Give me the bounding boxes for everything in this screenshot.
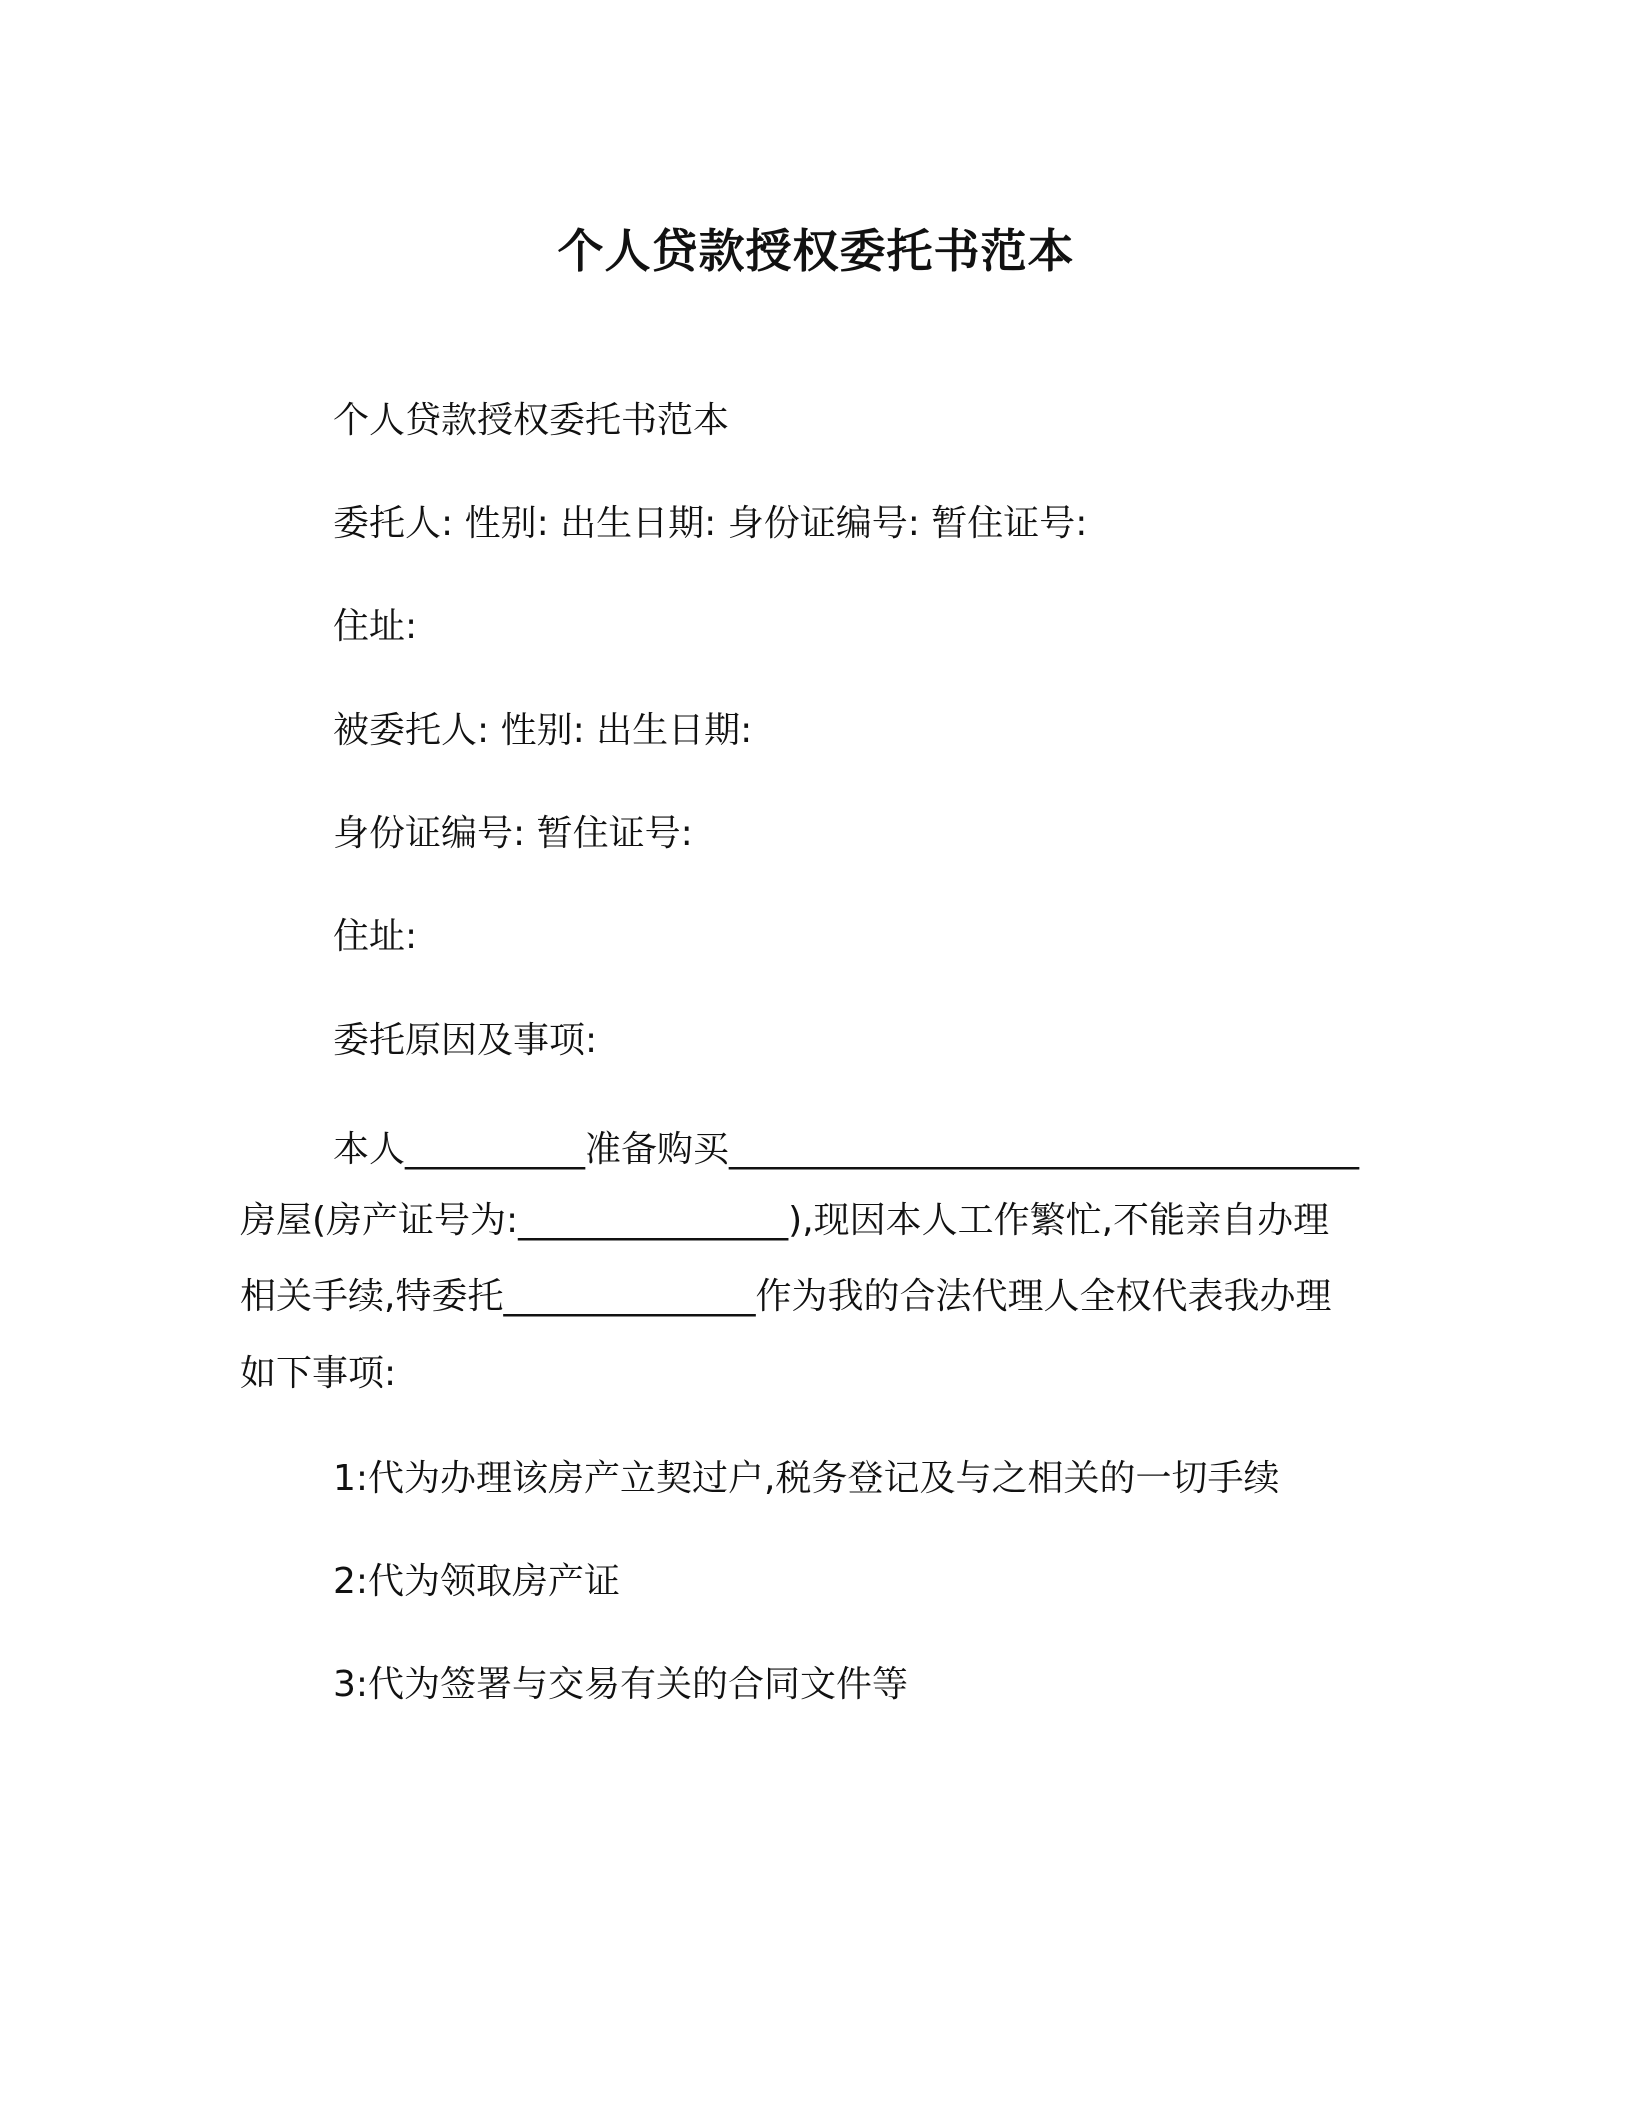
document-subtitle: 个人贷款授权委托书范本	[333, 400, 730, 441]
body-line: 相关手续,特委托______________作为我的合法代理人全权代表我办理	[240, 1276, 1332, 1317]
principal-address-line: 住址:	[333, 606, 418, 647]
list-item: 2:代为领取房产证	[333, 1561, 621, 1602]
principal-info-line: 委托人: 性别: 出生日期: 身份证编号: 暂住证号:	[333, 503, 1088, 544]
agent-info-line: 被委托人: 性别: 出生日期:	[333, 710, 753, 751]
body-line: 本人__________准备购买___________________________________	[333, 1129, 1359, 1170]
agent-address-line: 住址:	[333, 916, 418, 957]
agent-id-line: 身份证编号: 暂住证号:	[333, 813, 693, 854]
reason-heading: 委托原因及事项:	[333, 1020, 598, 1061]
body-line: 房屋(房产证号为:_______________),现因本人工作繁忙,不能亲自办理	[240, 1200, 1330, 1241]
body-line: 如下事项:	[240, 1353, 397, 1394]
list-item: 3:代为签署与交易有关的合同文件等	[333, 1664, 909, 1705]
list-item: 1:代为办理该房产立契过户,税务登记及与之相关的一切手续	[333, 1458, 1280, 1499]
document-title: 个人贷款授权委托书范本	[557, 224, 1075, 278]
